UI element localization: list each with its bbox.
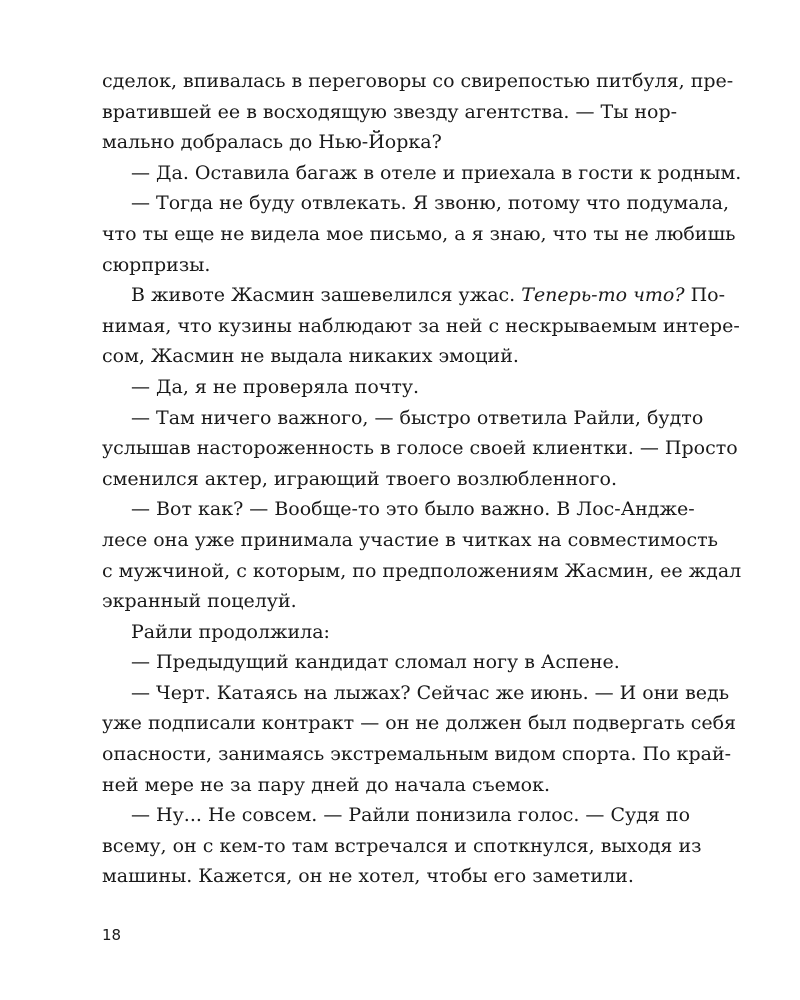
text-line: — Тогда не буду отвлекать. Я звоню, потому что подумала, — [131, 192, 730, 215]
text-line: — Там ничего важного, — быстро ответила Райли, будто — [131, 406, 704, 429]
text-line: ней мере не за пару дней до начала съемок. — [102, 773, 551, 796]
text-line: мально добралась до Нью-Йорка? — [102, 131, 442, 154]
book-page-body — [102, 66, 742, 892]
text-line: вратившей ее в восходящую звезду агентства. — Ты нор- — [102, 100, 678, 123]
text-line: сом, Жасмин не выдала никаких эмоций. — [102, 345, 519, 368]
text-line: — Ну... Не совсем. — Райли понизила голос. — Судя по — [131, 804, 691, 827]
text-line: экранный поцелуй. — [102, 590, 297, 613]
text-line: с мужчиной, с которым, по предположениям Жасмин, ее ждал — [102, 559, 742, 582]
text-line: что ты еще не видела мое письмо, а я знаю, что ты не любишь — [102, 222, 736, 245]
text-line: — Да. Оставила багаж в отеле и приехала в гости к родным. — [131, 161, 742, 184]
text-line: — Предыдущий кандидат сломал ногу в Аспене. — [131, 651, 620, 674]
text-line: услышав настороженность в голосе своей клиентки. — Просто — [102, 437, 738, 460]
text-line: Райли продолжила: — [131, 620, 330, 643]
text-run: По- — [684, 284, 726, 307]
text-line: уже подписали контракт — он не должен был подвергать себя — [102, 712, 737, 735]
italic-text-run: Теперь-то что? — [521, 284, 685, 307]
text-line: — Черт. Катаясь на лыжах? Сейчас же июнь. — И они ведь — [131, 681, 730, 704]
text-line: сделок, впивалась в переговоры со свирепостью питбуля, пре- — [102, 70, 734, 92]
text-line: опасности, занимаясь экстремальным видом спорта. По край- — [102, 743, 732, 766]
text-run: В животе Жасмин зашевелился ужас. — [131, 284, 522, 307]
text-line: машины. Кажется, он не хотел, чтобы его заметили. — [102, 865, 634, 888]
text-line — [102, 280, 726, 311]
text-line: — Вот как? — Вообще-то это было важно. В Лос-Андже- — [131, 498, 695, 521]
text-line: всему, он с кем-то там встречался и споткнулся, выходя из — [102, 834, 702, 857]
text-line: сменился актер, играющий твоего возлюбленного. — [102, 467, 617, 490]
text-line: нимая, что кузины наблюдают за ней с нескрываемым интере- — [102, 314, 740, 337]
text-line: лесе она уже принимала участие в читках на совместимость — [102, 528, 718, 551]
text-line: сюрпризы. — [102, 253, 211, 276]
text-line: — Да, я не проверяла почту. — [131, 375, 420, 398]
page-number: 18 — [102, 926, 122, 944]
